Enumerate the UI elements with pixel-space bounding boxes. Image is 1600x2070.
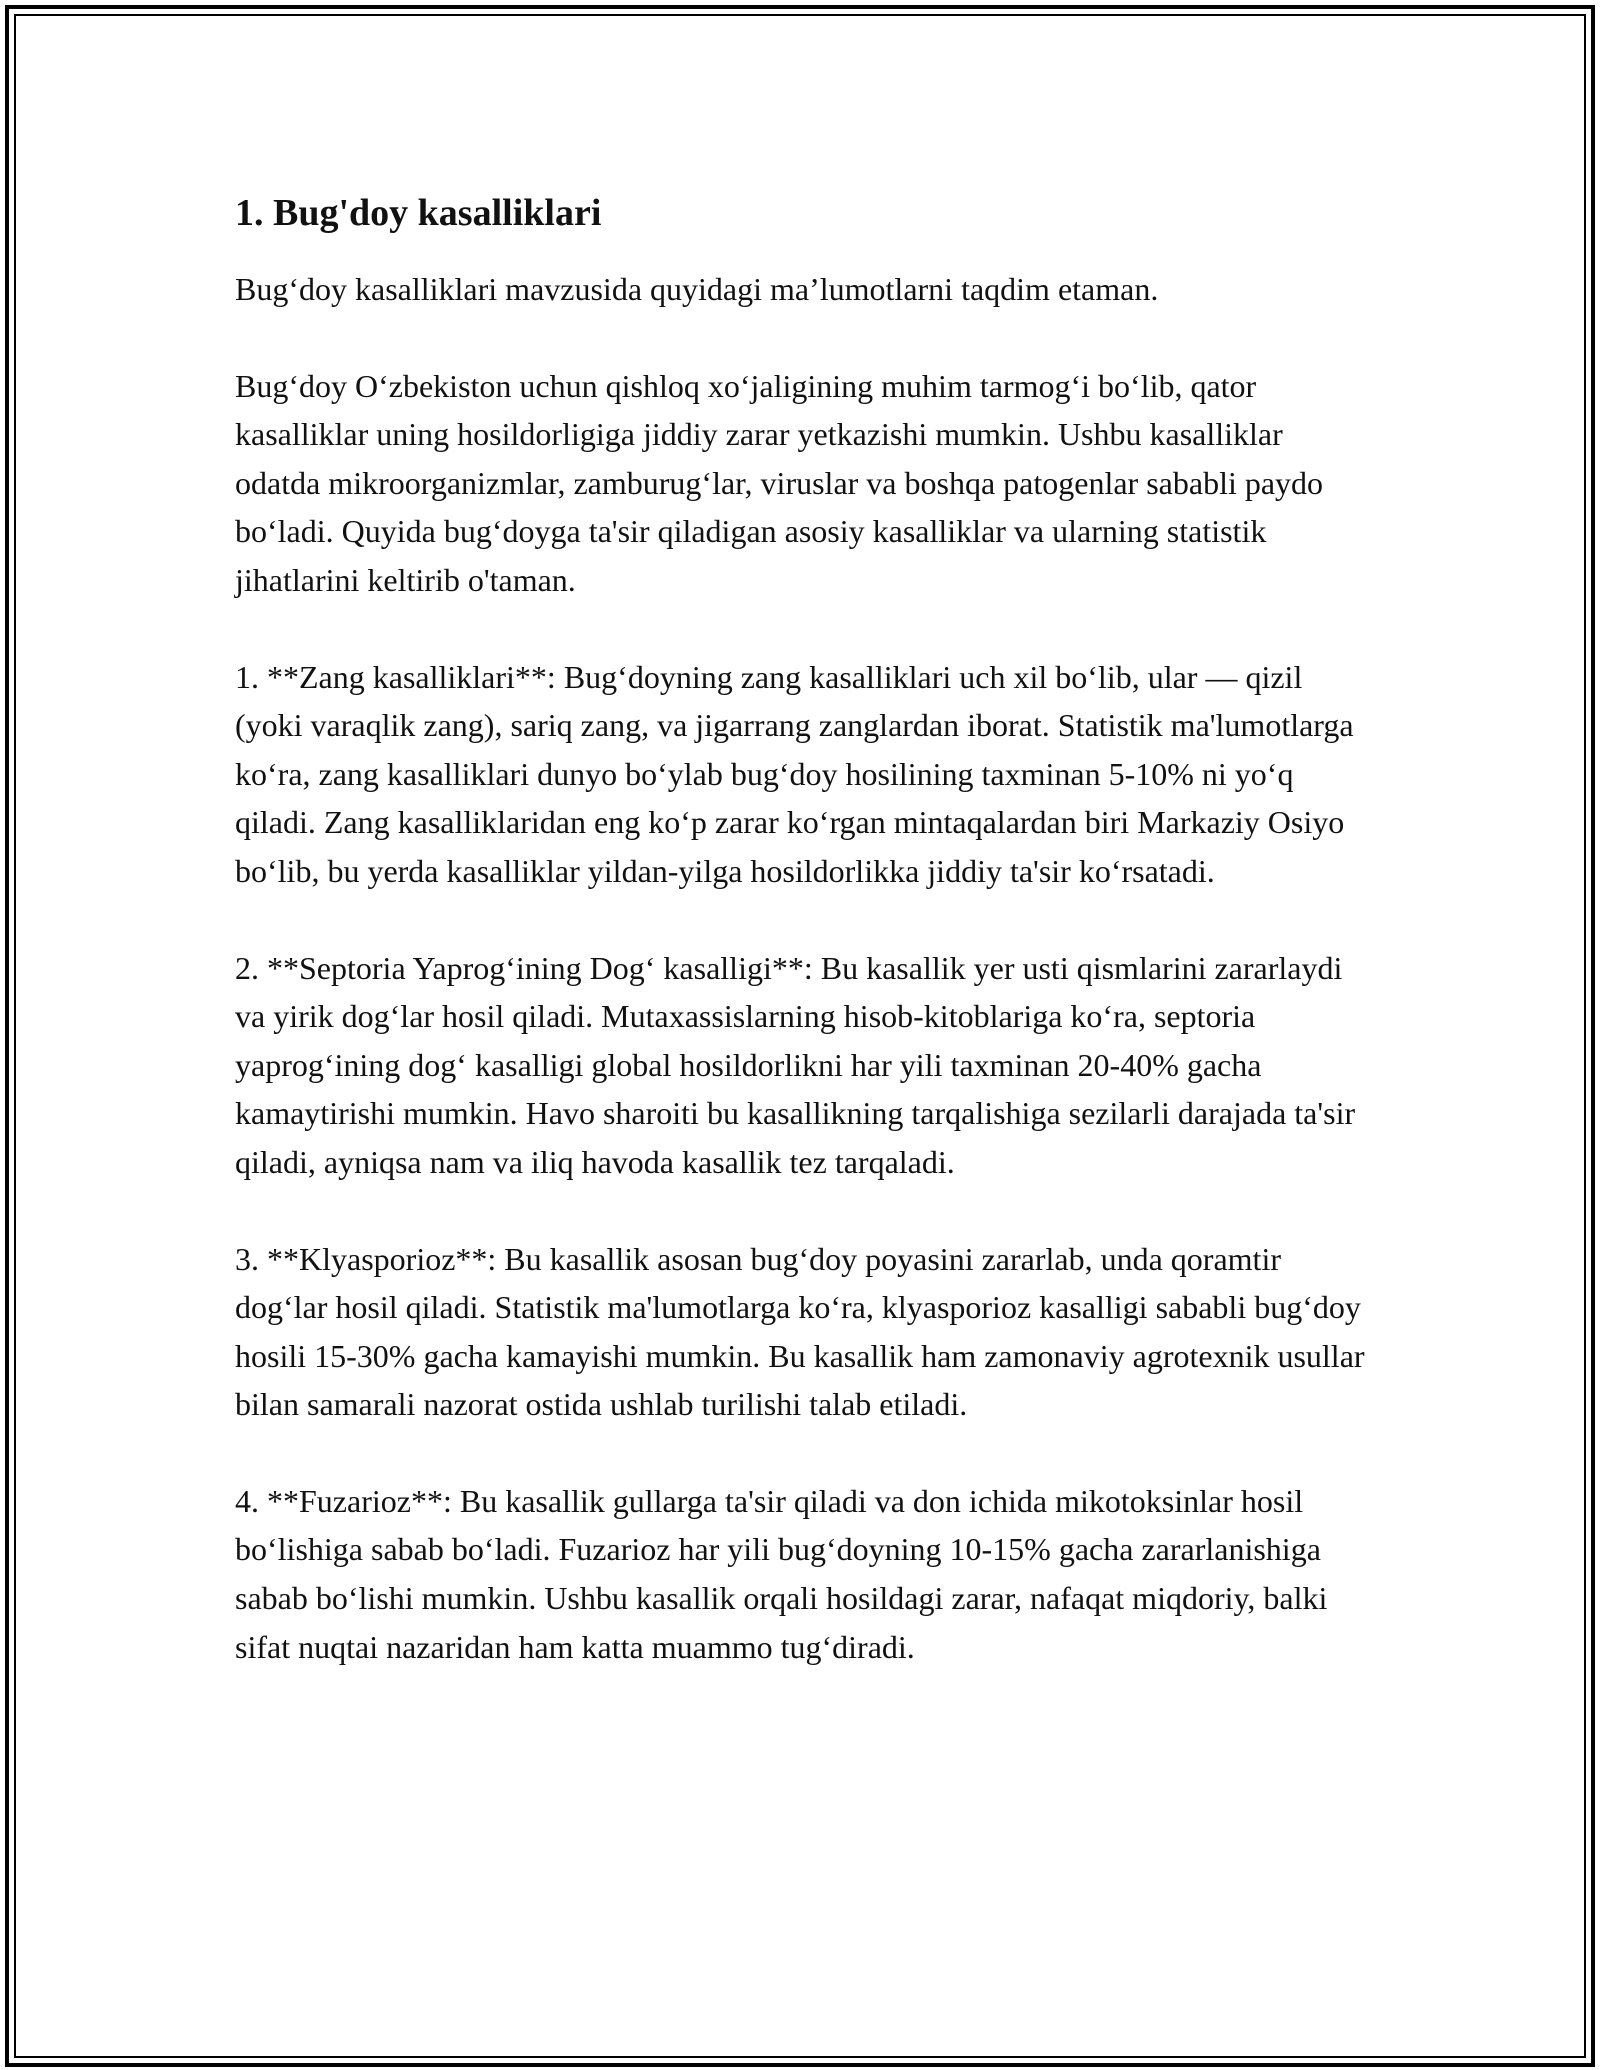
- section-heading: 1. Bug'doy kasalliklari: [235, 192, 602, 234]
- rust-diseases-paragraph: 1. **Zang kasalliklari**: Bug‘doyning zang kasalliklari uch xil bo‘lib, ular — qizil (yoki varaqlik zang), sariq zang, va jigarrang zanglardan iborat. Statistik ma'lumotlarga ko‘ra, zang kasalliklari dunyo bo‘ylab bug‘doy hosilining taxminan 5-10% ni yo‘q qiladi. Zang kasalliklaridan eng ko‘p zarar ko‘rgan mintaqalardan biri Markaziy Osiyo bo‘lib, bu yerda kasalliklar yildan-yilga hosildorlikka jiddiy ta'sir ko‘rsatadi.: [235, 658, 1354, 889]
- septoria-paragraph: 2. **Septoria Yaprog‘ining Dog‘ kasalligi**: Bu kasallik yer usti qismlarini zararlaydi va yirik dog‘lar hosil qiladi. Mutaxassislarning hisob-kitoblariga ko‘ra, septoria yaprog‘ining dog‘ kasalligi global hosildorlikni har yili taxminan 20-40% gacha kamaytirishi mumkin. Havo sharoiti bu kasallikning tarqalishiga sezilarli darajada ta'sir qiladi, ayniqsa nam va iliq havoda kasallik tez tarqaladi.: [235, 949, 1356, 1180]
- document-body: [235, 185, 1375, 1719]
- overview-paragraph: Bug‘doy O‘zbekiston uchun qishloq xo‘jaligining muhim tarmog‘i bo‘lib, qator kasalliklar uning hosildorligiga jiddiy zarar yetkazishi mumkin. Ushbu kasalliklar odatda mikroorganizmlar, zamburug‘lar, viruslar va boshqa patogenlar sababli paydo bo‘ladi. Quyida bug‘doyga ta'sir qiladigan asosiy kasalliklar va ularning statistik jihatlarini keltirib o'taman.: [235, 367, 1324, 598]
- intro-paragraph: Bug‘doy kasalliklari mavzusida quyidagi ma’lumotlarni taqdim etaman.: [235, 271, 1159, 307]
- fuzarioz-paragraph: 4. **Fuzarioz**: Bu kasallik gullarga ta'sir qiladi va don ichida mikotoksinlar hosil bo‘lishiga sabab bo‘ladi. Fuzarioz har yili bug‘doyning 10-15% gacha zararlanishiga sabab bo‘lishi mumkin. Ushbu kasallik orqali hosildagi zarar, nafaqat miqdoriy, balki sifat nuqtai nazaridan ham katta muammo tug‘diradi.: [235, 1482, 1328, 1665]
- klyasporioz-paragraph: 3. **Klyasporioz**: Bu kasallik asosan bug‘doy poyasini zararlab, unda qoramtir dog‘lar hosil qiladi. Statistik ma'lumotlarga ko‘ra, klyasporioz kasalligi sababli bug‘doy hosili 15-30% gacha kamayishi mumkin. Bu kasallik ham zamonaviy agrotexnik usullar bilan samarali nazorat ostida ushlab turilishi talab etiladi.: [235, 1240, 1365, 1423]
